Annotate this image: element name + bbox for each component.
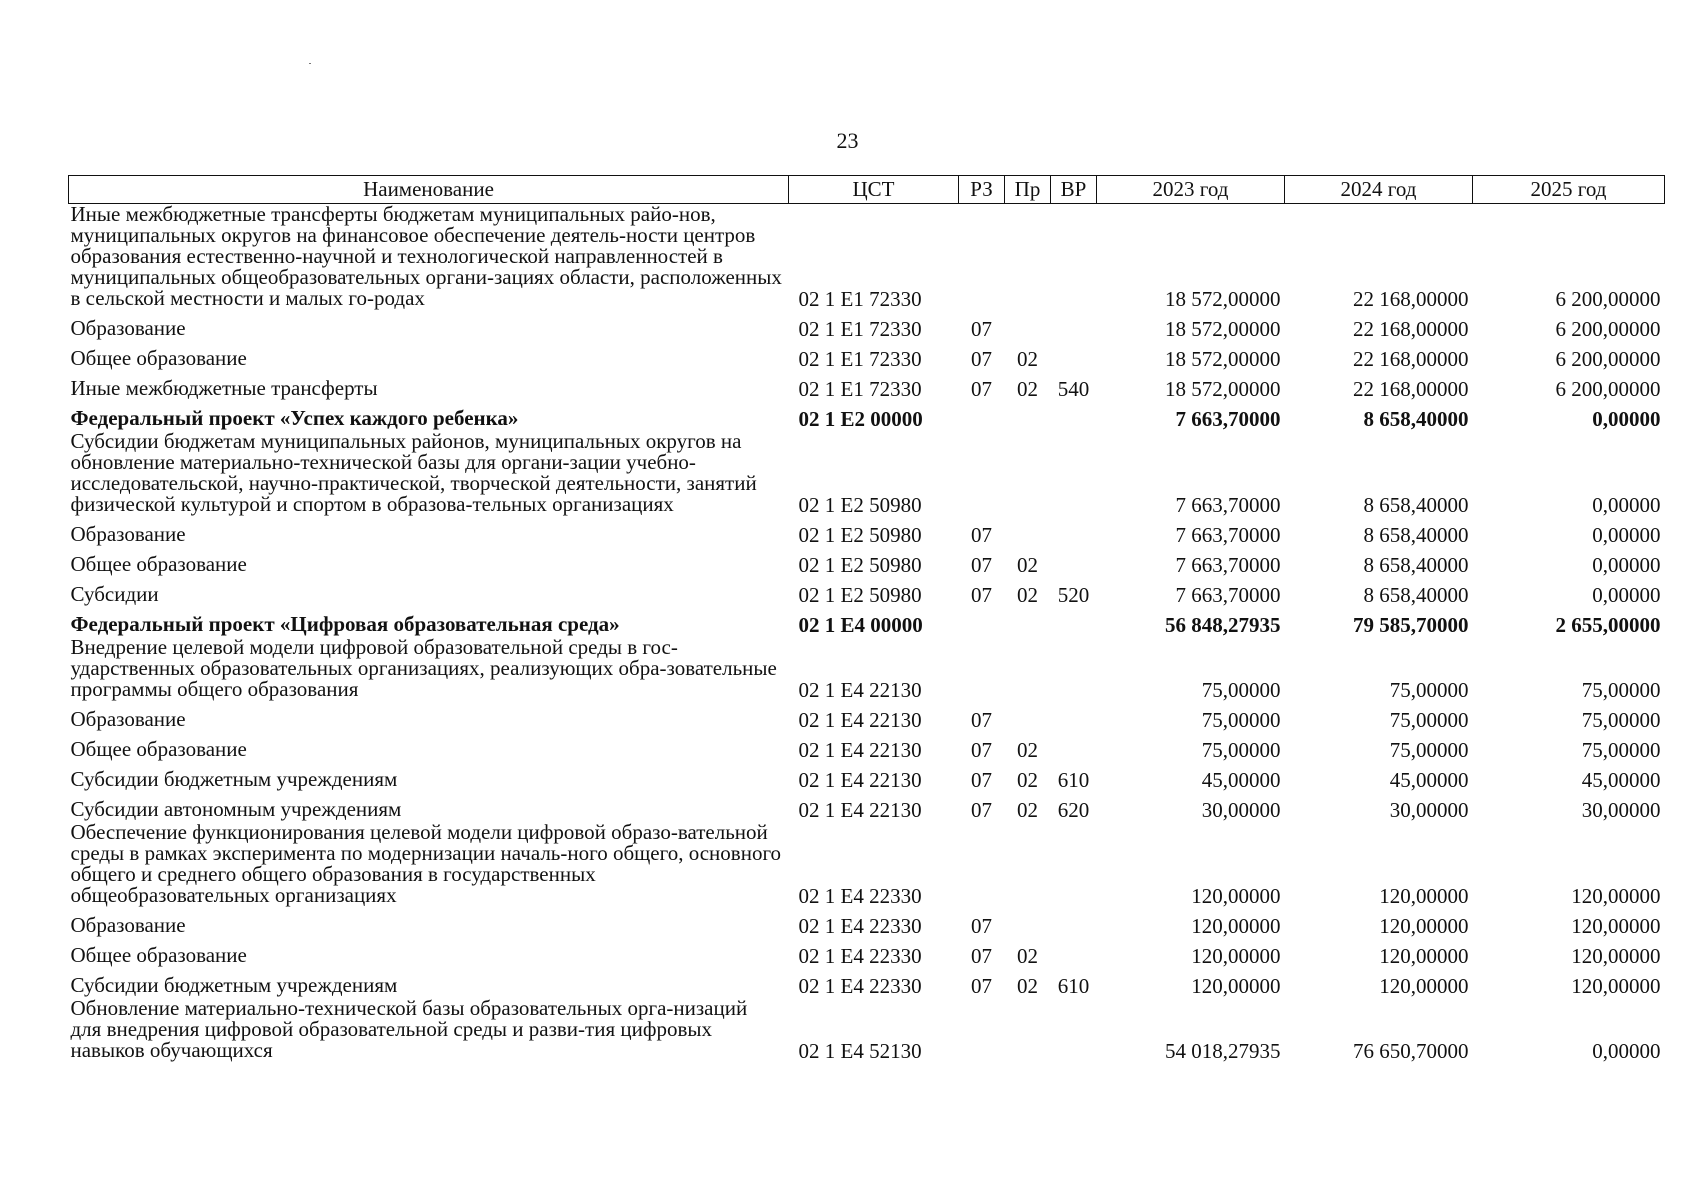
row-rz: 07 bbox=[971, 553, 992, 577]
table-row bbox=[69, 938, 1665, 968]
row-2025: 0,00000 bbox=[1592, 1039, 1661, 1063]
row-name: Субсидии bbox=[70, 582, 159, 606]
row-pr bbox=[1005, 998, 1051, 1063]
row-2025: 6 200,00000 bbox=[1555, 347, 1661, 371]
row-cst: 02 1 E2 00000 bbox=[798, 407, 923, 431]
row-2024: 30,00000 bbox=[1389, 798, 1469, 822]
row-2024: 8 658,40000 bbox=[1363, 523, 1469, 547]
table-row bbox=[69, 732, 1665, 762]
row-2024: 22 168,00000 bbox=[1353, 287, 1469, 311]
row-vr: 620 bbox=[1057, 798, 1090, 822]
row-pr: 02 bbox=[1017, 944, 1038, 968]
table-row bbox=[69, 762, 1665, 792]
row-name: Общее образование bbox=[70, 552, 247, 576]
row-2024: 22 168,00000 bbox=[1353, 317, 1469, 341]
row-vr bbox=[1051, 732, 1097, 762]
row-name: Иные межбюджетные трансферты bbox=[70, 376, 378, 400]
row-2025: 120,00000 bbox=[1571, 884, 1661, 908]
row-2023: 18 572,00000 bbox=[1165, 317, 1281, 341]
row-name: Федеральный проект «Успех каждого ребенка» bbox=[70, 406, 519, 430]
row-2023: 18 572,00000 bbox=[1165, 377, 1281, 401]
table-row bbox=[69, 371, 1665, 401]
row-rz: 07 bbox=[971, 798, 992, 822]
row-rz: 07 bbox=[971, 944, 992, 968]
row-vr bbox=[1051, 607, 1097, 637]
row-2025: 0,00000 bbox=[1592, 493, 1661, 517]
row-2023: 18 572,00000 bbox=[1165, 287, 1281, 311]
row-2025: 120,00000 bbox=[1571, 914, 1661, 938]
table-row bbox=[69, 998, 1665, 1063]
row-2025: 6 200,00000 bbox=[1555, 317, 1661, 341]
row-cst: 02 1 E4 22330 bbox=[798, 974, 922, 998]
row-2025: 2 655,00000 bbox=[1555, 613, 1661, 637]
row-name: Иные межбюджетные трансферты бюджетам муниципальных райо-нов, муниципальных округов на финансовое обеспечение деятель-ности центров образования естественно-научной и технологической направленностей в муниципальных общеобразовательных органи-зациях области, расположенных в сельской местности и малых го-родах bbox=[70, 202, 782, 310]
row-2025: 120,00000 bbox=[1571, 974, 1661, 998]
budget-table bbox=[68, 175, 1665, 1063]
row-cst: 02 1 E1 72330 bbox=[798, 287, 922, 311]
table-row bbox=[69, 908, 1665, 938]
row-rz: 07 bbox=[971, 317, 992, 341]
header-pr: Пр bbox=[1005, 176, 1051, 204]
row-rz: 07 bbox=[971, 347, 992, 371]
row-2025: 75,00000 bbox=[1581, 738, 1661, 762]
row-cst: 02 1 E1 72330 bbox=[798, 347, 922, 371]
row-rz: 07 bbox=[971, 523, 992, 547]
row-rz: 07 bbox=[971, 377, 992, 401]
table-row bbox=[69, 822, 1665, 908]
row-name: Образование bbox=[70, 316, 186, 340]
row-2023: 7 663,70000 bbox=[1175, 583, 1281, 607]
row-rz bbox=[959, 431, 1005, 517]
row-2025: 45,00000 bbox=[1581, 768, 1661, 792]
row-name: Субсидии бюджетным учреждениям bbox=[70, 767, 398, 791]
row-pr: 02 bbox=[1017, 798, 1038, 822]
row-2024: 22 168,00000 bbox=[1353, 377, 1469, 401]
row-2024: 8 658,40000 bbox=[1363, 493, 1469, 517]
budget-table-wrapper bbox=[68, 175, 1665, 1063]
row-2023: 75,00000 bbox=[1201, 708, 1281, 732]
row-rz bbox=[959, 401, 1005, 431]
row-2023: 120,00000 bbox=[1191, 974, 1281, 998]
row-name: Общее образование bbox=[70, 737, 247, 761]
row-cst: 02 1 E1 72330 bbox=[798, 377, 922, 401]
table-header-row bbox=[69, 176, 1665, 204]
page-number: 23 bbox=[836, 128, 859, 153]
row-2025: 30,00000 bbox=[1581, 798, 1661, 822]
table-row-section bbox=[69, 607, 1665, 637]
row-vr bbox=[1051, 204, 1097, 312]
table-body bbox=[69, 204, 1665, 1064]
row-pr bbox=[1005, 607, 1051, 637]
row-name: Образование bbox=[70, 913, 186, 937]
row-2025: 0,00000 bbox=[1592, 407, 1661, 431]
header-2024: 2024 год bbox=[1285, 176, 1473, 204]
table-row bbox=[69, 637, 1665, 702]
row-pr bbox=[1005, 401, 1051, 431]
row-pr: 02 bbox=[1017, 974, 1038, 998]
row-name: Обновление материально-технической базы образовательных орга-низаций для внедрения цифровой образовательной среды и разви-тия цифровых навыков обучающихся bbox=[70, 996, 748, 1062]
row-rz bbox=[959, 822, 1005, 908]
row-rz bbox=[959, 998, 1005, 1063]
row-pr: 02 bbox=[1017, 768, 1038, 792]
table-row bbox=[69, 311, 1665, 341]
row-rz bbox=[959, 204, 1005, 312]
row-2023: 7 663,70000 bbox=[1175, 407, 1281, 431]
row-vr: 610 bbox=[1057, 974, 1090, 998]
row-rz: 07 bbox=[971, 914, 992, 938]
row-2025: 0,00000 bbox=[1592, 583, 1661, 607]
row-rz: 07 bbox=[971, 583, 992, 607]
row-2024: 75,00000 bbox=[1389, 738, 1469, 762]
table-row bbox=[69, 702, 1665, 732]
row-vr bbox=[1051, 517, 1097, 547]
row-vr bbox=[1051, 702, 1097, 732]
row-name: Субсидии бюджетным учреждениям bbox=[70, 973, 398, 997]
row-2024: 22 168,00000 bbox=[1353, 347, 1469, 371]
scan-speck bbox=[309, 63, 311, 64]
row-2023: 120,00000 bbox=[1191, 884, 1281, 908]
row-2023: 75,00000 bbox=[1201, 678, 1281, 702]
row-vr: 520 bbox=[1057, 583, 1090, 607]
row-2024: 120,00000 bbox=[1379, 974, 1469, 998]
row-2023: 7 663,70000 bbox=[1175, 553, 1281, 577]
row-2024: 75,00000 bbox=[1389, 678, 1469, 702]
row-2023: 120,00000 bbox=[1191, 914, 1281, 938]
row-vr bbox=[1051, 401, 1097, 431]
header-vr: ВР bbox=[1051, 176, 1097, 204]
table-row bbox=[69, 968, 1665, 998]
row-2025: 0,00000 bbox=[1592, 523, 1661, 547]
table-row bbox=[69, 577, 1665, 607]
row-name: Субсидии автономным учреждениям bbox=[70, 797, 402, 821]
row-2023: 30,00000 bbox=[1201, 798, 1281, 822]
row-2023: 54 018,27935 bbox=[1165, 1039, 1281, 1063]
row-rz bbox=[959, 637, 1005, 702]
row-2024: 76 650,70000 bbox=[1353, 1039, 1469, 1063]
row-cst: 02 1 E4 22130 bbox=[798, 798, 922, 822]
row-pr: 02 bbox=[1017, 738, 1038, 762]
row-2023: 7 663,70000 bbox=[1175, 523, 1281, 547]
row-pr bbox=[1005, 431, 1051, 517]
row-pr: 02 bbox=[1017, 553, 1038, 577]
row-pr: 02 bbox=[1017, 377, 1038, 401]
row-vr bbox=[1051, 938, 1097, 968]
table-row bbox=[69, 431, 1665, 517]
row-cst: 02 1 E2 50980 bbox=[798, 493, 922, 517]
row-vr bbox=[1051, 311, 1097, 341]
row-2024: 45,00000 bbox=[1389, 768, 1469, 792]
table-row-section bbox=[69, 401, 1665, 431]
row-cst: 02 1 E4 22330 bbox=[798, 914, 922, 938]
row-pr: 02 bbox=[1017, 347, 1038, 371]
header-rz: РЗ bbox=[959, 176, 1005, 204]
row-vr bbox=[1051, 431, 1097, 517]
row-name: Внедрение целевой модели цифровой образовательной среды в гос-ударственных образовательных организациях, реализующих обра-зовательные программы общего образования bbox=[70, 635, 777, 701]
table-row bbox=[69, 517, 1665, 547]
row-name: Федеральный проект «Цифровая образовательная среда» bbox=[70, 612, 620, 636]
row-cst: 02 1 E4 22130 bbox=[798, 768, 922, 792]
row-vr: 540 bbox=[1057, 377, 1090, 401]
row-cst: 02 1 E2 50980 bbox=[798, 553, 922, 577]
row-vr bbox=[1051, 908, 1097, 938]
row-pr bbox=[1005, 822, 1051, 908]
row-cst: 02 1 E2 50980 bbox=[798, 523, 922, 547]
row-cst: 02 1 E4 22130 bbox=[798, 708, 922, 732]
row-2024: 120,00000 bbox=[1379, 944, 1469, 968]
header-name: Наименование bbox=[69, 176, 789, 204]
row-rz: 07 bbox=[971, 974, 992, 998]
row-pr bbox=[1005, 204, 1051, 312]
row-2024: 8 658,40000 bbox=[1363, 553, 1469, 577]
row-pr bbox=[1005, 702, 1051, 732]
row-name: Образование bbox=[70, 707, 186, 731]
row-name: Субсидии бюджетам муниципальных районов, муниципальных округов на обновление материально-технической базы для органи-зации учебно-исследовательской, научно-практической, творческой деятельности, занятий физической культурой и спортом в образова-тельных организациях bbox=[70, 429, 757, 516]
row-cst: 02 1 E2 50980 bbox=[798, 583, 922, 607]
row-2024: 79 585,70000 bbox=[1353, 613, 1469, 637]
row-vr bbox=[1051, 822, 1097, 908]
row-2023: 120,00000 bbox=[1191, 944, 1281, 968]
row-2024: 120,00000 bbox=[1379, 884, 1469, 908]
row-cst: 02 1 E4 00000 bbox=[798, 613, 923, 637]
row-cst: 02 1 E4 22130 bbox=[798, 738, 922, 762]
row-rz: 07 bbox=[971, 708, 992, 732]
row-2024: 8 658,40000 bbox=[1363, 407, 1469, 431]
row-rz bbox=[959, 607, 1005, 637]
row-2025: 120,00000 bbox=[1571, 944, 1661, 968]
row-2024: 120,00000 bbox=[1379, 914, 1469, 938]
row-2024: 75,00000 bbox=[1389, 708, 1469, 732]
row-cst: 02 1 E4 52130 bbox=[798, 1039, 922, 1063]
row-vr: 610 bbox=[1057, 768, 1090, 792]
row-2025: 6 200,00000 bbox=[1555, 287, 1661, 311]
row-vr bbox=[1051, 341, 1097, 371]
row-pr bbox=[1005, 637, 1051, 702]
row-vr bbox=[1051, 998, 1097, 1063]
row-2025: 6 200,00000 bbox=[1555, 377, 1661, 401]
row-cst: 02 1 E4 22330 bbox=[798, 944, 922, 968]
row-pr bbox=[1005, 908, 1051, 938]
row-name: Общее образование bbox=[70, 943, 247, 967]
row-name: Образование bbox=[70, 522, 186, 546]
row-pr bbox=[1005, 311, 1051, 341]
row-2023: 56 848,27935 bbox=[1165, 613, 1281, 637]
header-cst: ЦСТ bbox=[789, 176, 959, 204]
header-2025: 2025 год bbox=[1473, 176, 1665, 204]
table-row bbox=[69, 341, 1665, 371]
row-2023: 75,00000 bbox=[1201, 738, 1281, 762]
row-2025: 75,00000 bbox=[1581, 708, 1661, 732]
header-2023: 2023 год bbox=[1097, 176, 1285, 204]
row-2024: 8 658,40000 bbox=[1363, 583, 1469, 607]
row-vr bbox=[1051, 547, 1097, 577]
row-cst: 02 1 E4 22330 bbox=[798, 884, 922, 908]
row-cst: 02 1 E1 72330 bbox=[798, 317, 922, 341]
table-row bbox=[69, 204, 1665, 312]
row-2025: 0,00000 bbox=[1592, 553, 1661, 577]
table-row bbox=[69, 547, 1665, 577]
row-rz: 07 bbox=[971, 738, 992, 762]
row-pr: 02 bbox=[1017, 583, 1038, 607]
row-vr bbox=[1051, 637, 1097, 702]
row-2023: 18 572,00000 bbox=[1165, 347, 1281, 371]
row-name: Обеспечение функционирования целевой модели цифровой образо-вательной среды в рамках эксперимента по модернизации началь-ного общего, основного общего и среднего общего образования в государственных общеобразовательных организациях bbox=[70, 820, 782, 907]
row-name: Общее образование bbox=[70, 346, 247, 370]
row-2023: 7 663,70000 bbox=[1175, 493, 1281, 517]
row-2023: 45,00000 bbox=[1201, 768, 1281, 792]
row-rz: 07 bbox=[971, 768, 992, 792]
row-cst: 02 1 E4 22130 bbox=[798, 678, 922, 702]
row-2025: 75,00000 bbox=[1581, 678, 1661, 702]
table-row bbox=[69, 792, 1665, 822]
row-pr bbox=[1005, 517, 1051, 547]
